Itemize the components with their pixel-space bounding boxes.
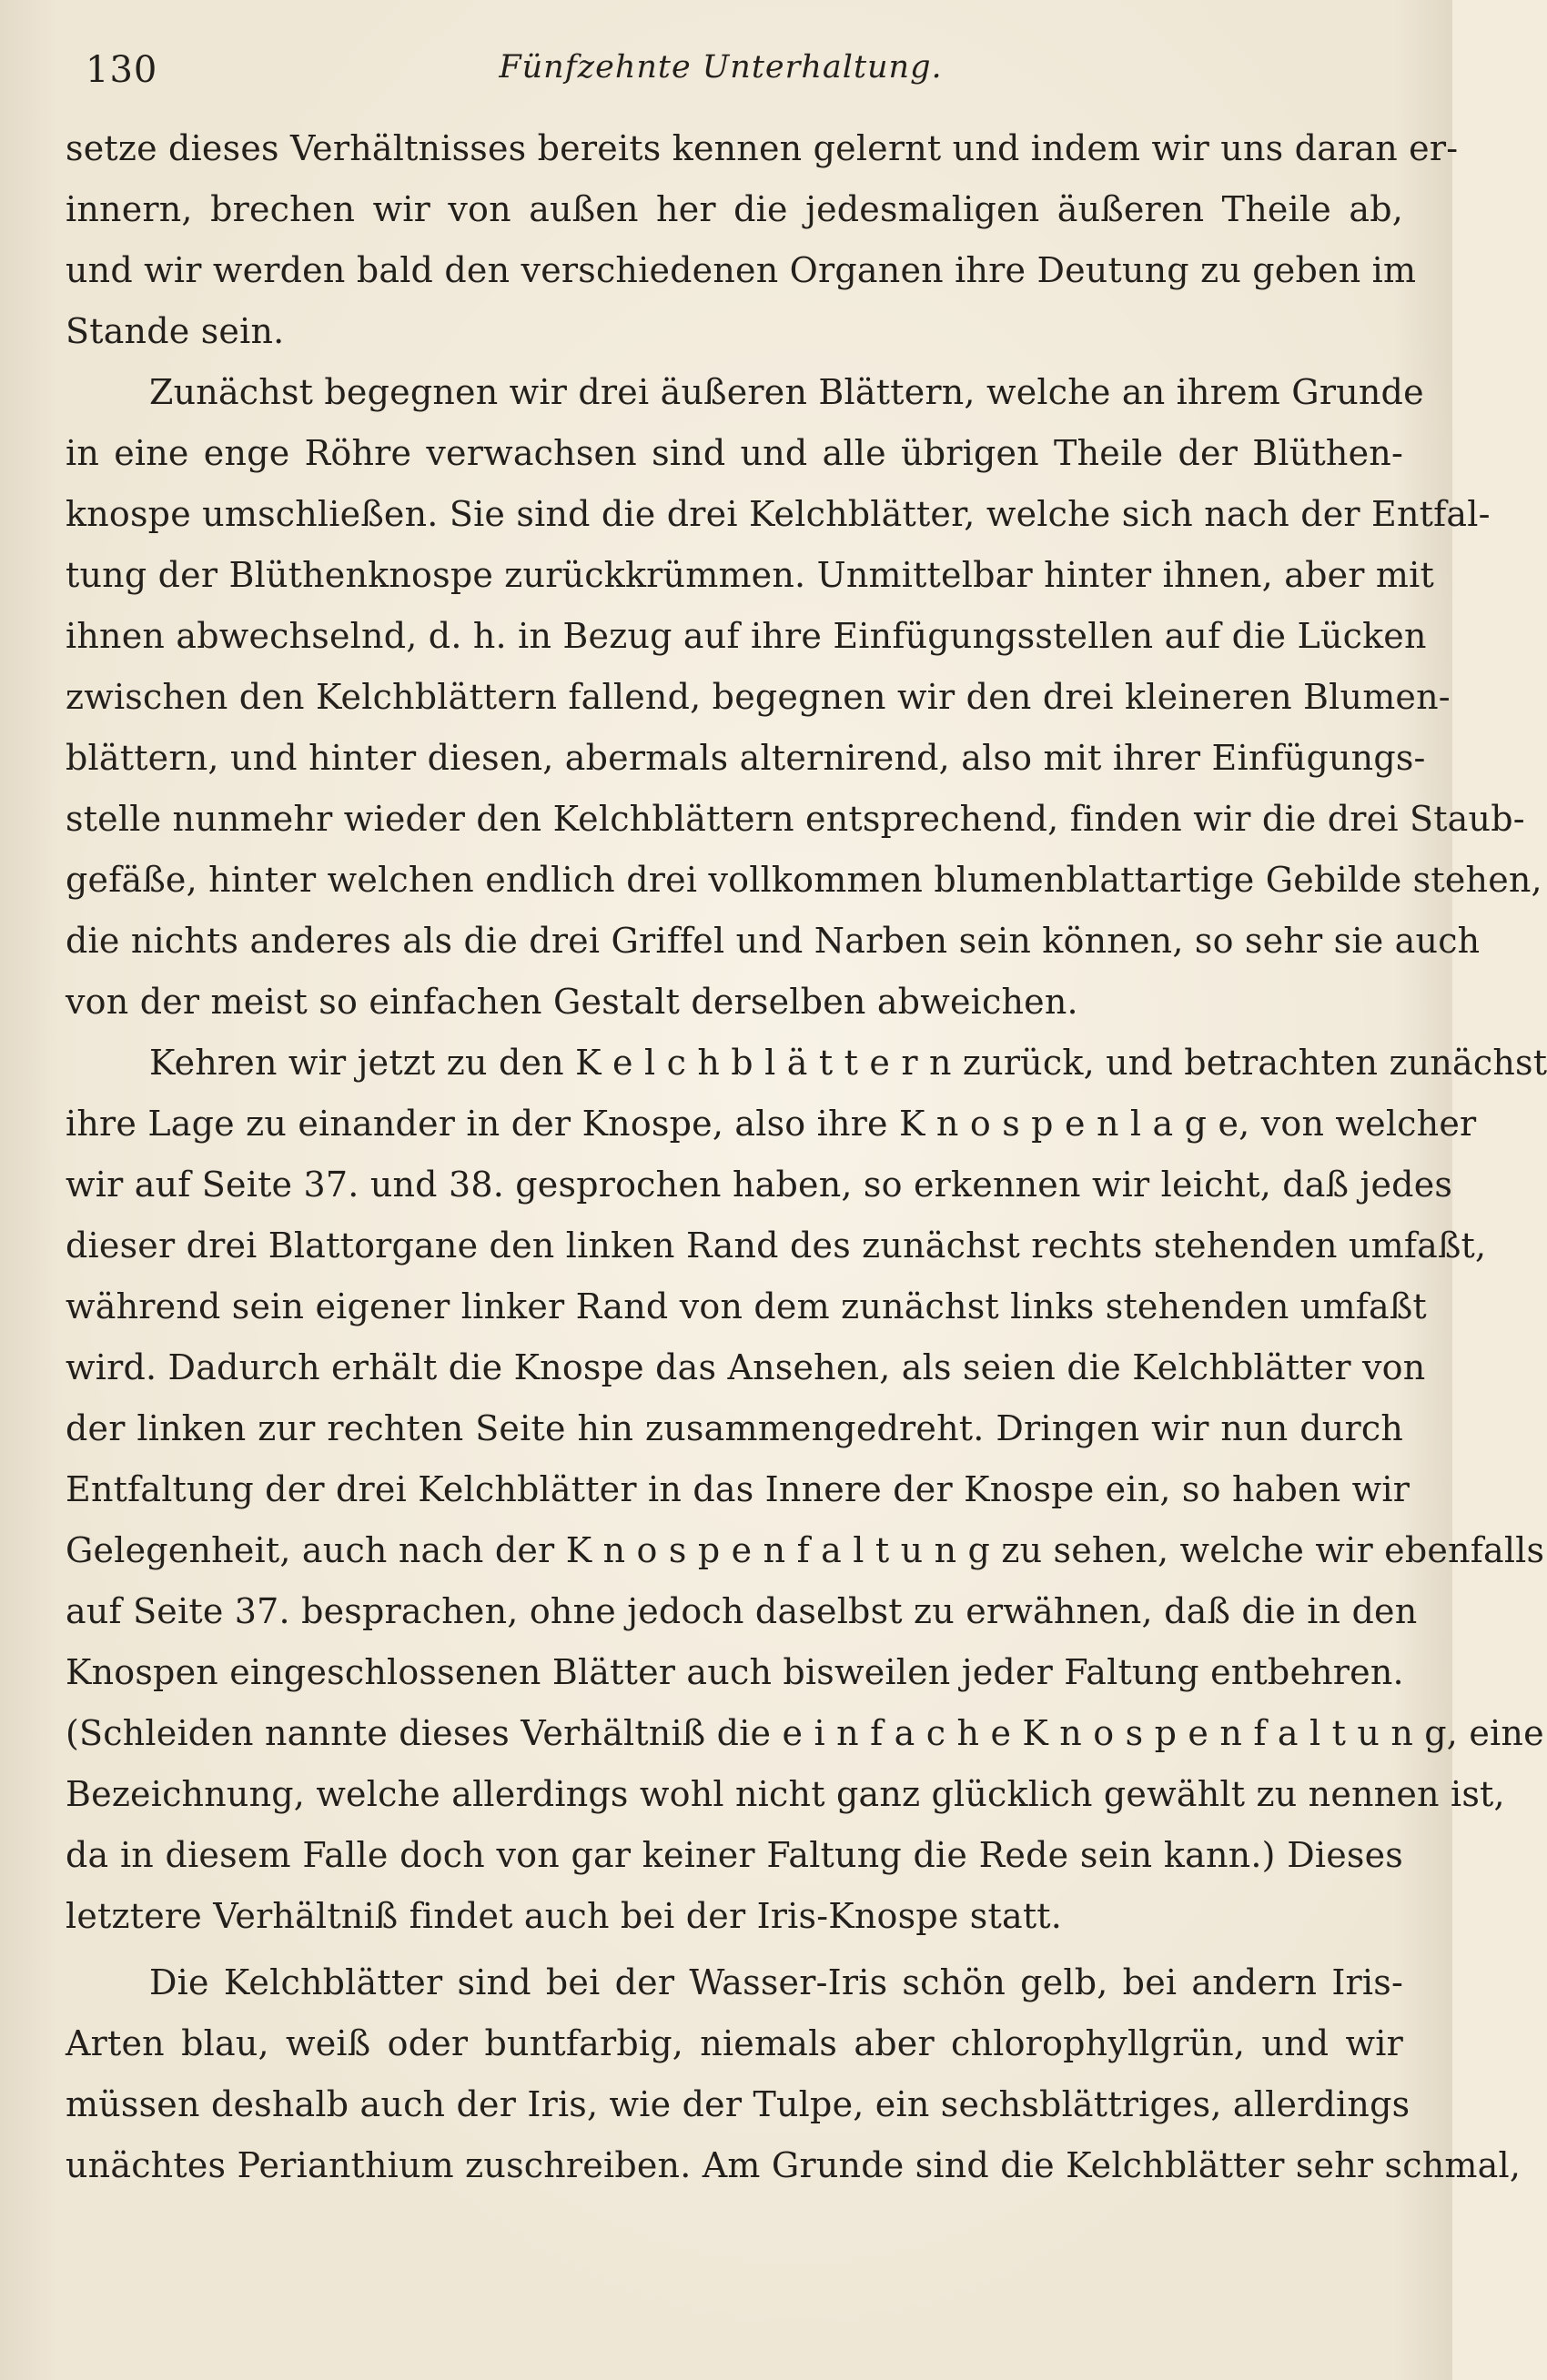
text-line: Arten blau, weiß oder buntfarbig, niemals aber chlorophyllgrün, und wir: [66, 2023, 1403, 2063]
text-line: da in diesem Falle doch von gar keiner Faltung die Rede sein kann.) Dieses: [66, 1835, 1403, 1875]
text-line: Entfaltung der drei Kelchblätter in das Innere der Knospe ein, so haben wir: [66, 1469, 1410, 1509]
text-line: auf Seite 37. besprachen, ohne jedoch daselbst zu erwähnen, daß die in den: [66, 1591, 1418, 1631]
page-number: 130: [86, 49, 158, 91]
paragraph-2: [66, 362, 1542, 1033]
text-line: wir auf Seite 37. und 38. gesprochen haben, so erkennen wir leicht, daß jedes: [66, 1165, 1453, 1205]
text-line: in eine enge Röhre verwachsen sind und alle übrigen Theile der Blüthen-: [66, 433, 1403, 473]
text-line: stelle nunmehr wieder den Kelchblättern entsprechend, finden wir die drei Staub-: [66, 799, 1525, 839]
text-line: von der meist so einfachen Gestalt derselben abweichen.: [66, 982, 1078, 1022]
text-line: tung der Blüthenknospe zurückkrümmen. Unmittelbar hinter ihnen, aber mit: [66, 555, 1434, 595]
text-line: knospe umschließen. Sie sind die drei Kelchblätter, welche sich nach der Entfal-: [66, 494, 1491, 534]
paragraph-3: [66, 1033, 1547, 1947]
paragraph-1: [66, 118, 1459, 362]
text-line: (Schleiden nannte dieses Verhältniß die e i n f a c h e K n o s p e n f a l t u n g, eine: [66, 1713, 1544, 1753]
text-line: der linken zur rechten Seite hin zusammengedreht. Dringen wir nun durch: [66, 1408, 1403, 1448]
text-line: Gelegenheit, auch nach der K n o s p e n f a l t u n g zu sehen, welche wir ebenfalls: [66, 1530, 1545, 1570]
text-line: gefäße, hinter welchen endlich drei vollkommen blumenblattartige Gebilde stehen,: [66, 860, 1542, 900]
text-line: Kehren wir jetzt zu den K e l c h b l ä t t e r n zurück, und betrachten zunächst: [149, 1043, 1547, 1083]
text-line: ihre Lage zu einander in der Knospe, also ihre K n o s p e n l a g e, von welcher: [66, 1104, 1477, 1144]
text-line: und wir werden bald den verschiedenen Organen ihre Deutung zu geben im: [66, 250, 1417, 290]
page-header: [66, 44, 1376, 98]
text-line: zwischen den Kelchblättern fallend, begegnen wir den drei kleineren Blumen-: [66, 677, 1451, 717]
text-line: Knospen eingeschlossenen Blätter auch bisweilen jeder Faltung entbehren.: [66, 1652, 1404, 1692]
text-line: Zunächst begegnen wir drei äußeren Blättern, welche an ihrem Grunde: [149, 372, 1424, 412]
text-line: Stande sein.: [66, 311, 285, 351]
text-line: innern, brechen wir von außen her die jedesmaligen äußeren Theile ab,: [66, 189, 1403, 229]
text-line: wird. Dadurch erhält die Knospe das Ansehen, als seien die Kelchblätter von: [66, 1347, 1426, 1387]
text-line: ihnen abwechselnd, d. h. in Bezug auf ihre Einfügungsstellen auf die Lücken: [66, 616, 1427, 656]
body-text: [66, 118, 1547, 2196]
text-line: müssen deshalb auch der Iris, wie der Tulpe, ein sechsblättriges, allerdings: [66, 2084, 1410, 2124]
text-line: Die Kelchblätter sind bei der Wasser-Iris schön gelb, bei andern Iris-: [149, 1962, 1403, 2002]
text-line: unächtes Perianthium zuschreiben. Am Grunde sind die Kelchblätter sehr schmal,: [66, 2145, 1522, 2185]
running-title: Fünfzehnte Unterhaltung.: [499, 49, 943, 86]
text-line: Bezeichnung, welche allerdings wohl nicht ganz glücklich gewählt zu nennen ist,: [66, 1774, 1505, 1814]
text-line: die nichts anderes als die drei Griffel und Narben sein können, so sehr sie auch: [66, 921, 1481, 961]
text-line: während sein eigener linker Rand von dem zunächst links stehenden umfaßt: [66, 1286, 1427, 1326]
paragraph-4: [66, 1952, 1522, 2196]
text-line: blättern, und hinter diesen, abermals alternirend, also mit ihrer Einfügungs-: [66, 738, 1426, 778]
text-line: setze dieses Verhältnisses bereits kennen gelernt und indem wir uns daran er-: [66, 128, 1459, 168]
text-line: dieser drei Blattorgane den linken Rand des zunächst rechts stehenden umfaßt,: [66, 1225, 1487, 1266]
text-line: letztere Verhältniß findet auch bei der Iris-Knospe statt.: [66, 1896, 1063, 1936]
